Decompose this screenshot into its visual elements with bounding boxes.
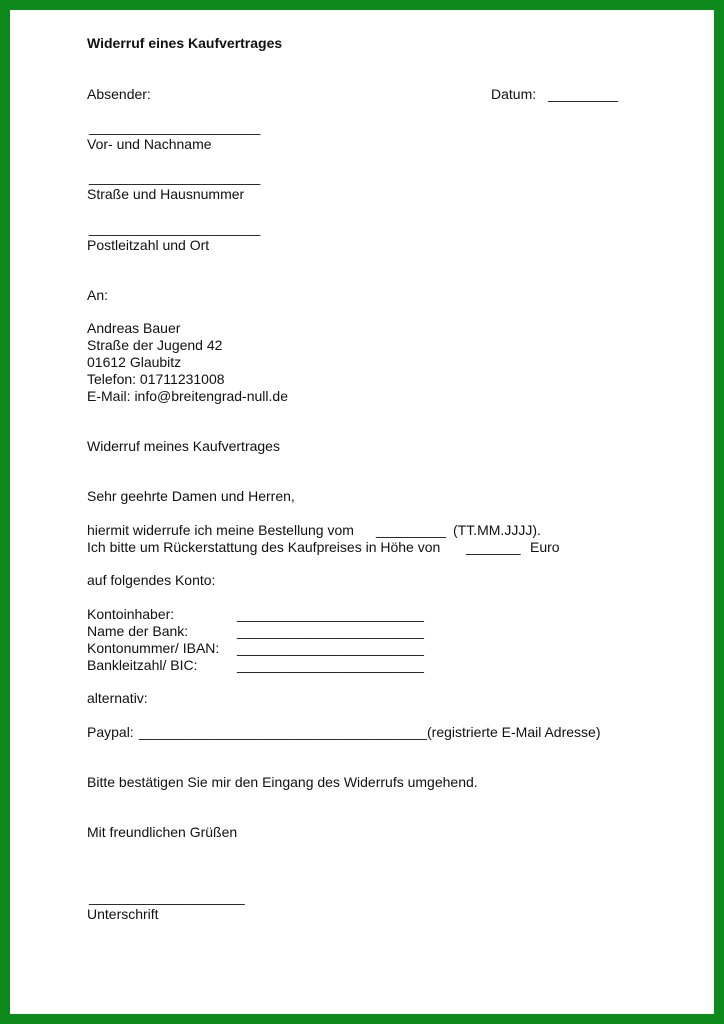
currency-label: Euro	[530, 539, 560, 555]
paypal-label: Paypal:	[87, 724, 134, 740]
body-line-2: Ich bitte um Rückerstattung des Kaufpreises in Höhe von	[87, 539, 441, 555]
recipient-phone: Telefon: 01711231008	[87, 371, 225, 387]
letter-page	[10, 10, 714, 1014]
account-field-label: Kontoinhaber:	[87, 606, 175, 622]
plz-label: Postleitzahl und Ort	[87, 237, 210, 253]
alternativ-label: alternativ:	[87, 690, 148, 706]
plz-line: ______________________	[89, 220, 261, 236]
paypal-blank: _____________________________________	[139, 724, 428, 740]
account-field-blank: ________________________	[237, 623, 424, 639]
an-label: An:	[87, 287, 109, 303]
recipient-email: E-Mail: info@breitengrad-null.de	[87, 388, 288, 404]
account-field-blank: ________________________	[237, 640, 424, 656]
account-field-label: Bankleitzahl/ BIC:	[87, 657, 198, 673]
recipient-city: 01612 Glaubitz	[87, 354, 182, 370]
signature-line: ____________________	[89, 889, 245, 905]
document-title: Widerruf eines Kaufvertrages	[87, 35, 283, 51]
order-date-blank: _________	[376, 522, 447, 538]
signature-label: Unterschrift	[87, 906, 159, 922]
absender-label: Absender:	[87, 86, 151, 102]
date-format-hint: (TT.MM.JJJJ).	[453, 522, 541, 538]
konto-intro: auf folgendes Konto:	[87, 572, 216, 588]
subject-line: Widerruf meines Kaufvertrages	[87, 438, 280, 454]
salutation: Sehr geehrte Damen und Herren,	[87, 488, 295, 504]
street-line: ______________________	[89, 169, 261, 185]
recipient-name: Andreas Bauer	[87, 320, 181, 336]
name-line: ______________________	[89, 119, 261, 135]
name-label: Vor- und Nachname	[87, 136, 212, 152]
recipient-street: Straße der Jugend 42	[87, 337, 223, 353]
street-label: Straße und Hausnummer	[87, 186, 245, 202]
paypal-note: (registrierte E-Mail Adresse)	[427, 724, 601, 740]
datum-label: Datum:	[491, 86, 537, 102]
account-field-blank: ________________________	[237, 606, 424, 622]
closing: Mit freundlichen Grüßen	[87, 824, 238, 840]
amount-blank: _______	[466, 539, 521, 555]
account-field-label: Kontonummer/ IBAN:	[87, 640, 220, 656]
confirm-request: Bitte bestätigen Sie mir den Eingang des Widerrufs umgehend.	[87, 774, 478, 790]
datum-blank: _________	[548, 86, 619, 102]
body-line-1: hiermit widerrufe ich meine Bestellung vom	[87, 522, 354, 538]
account-field-blank: ________________________	[237, 657, 424, 673]
account-field-label: Name der Bank:	[87, 623, 189, 639]
